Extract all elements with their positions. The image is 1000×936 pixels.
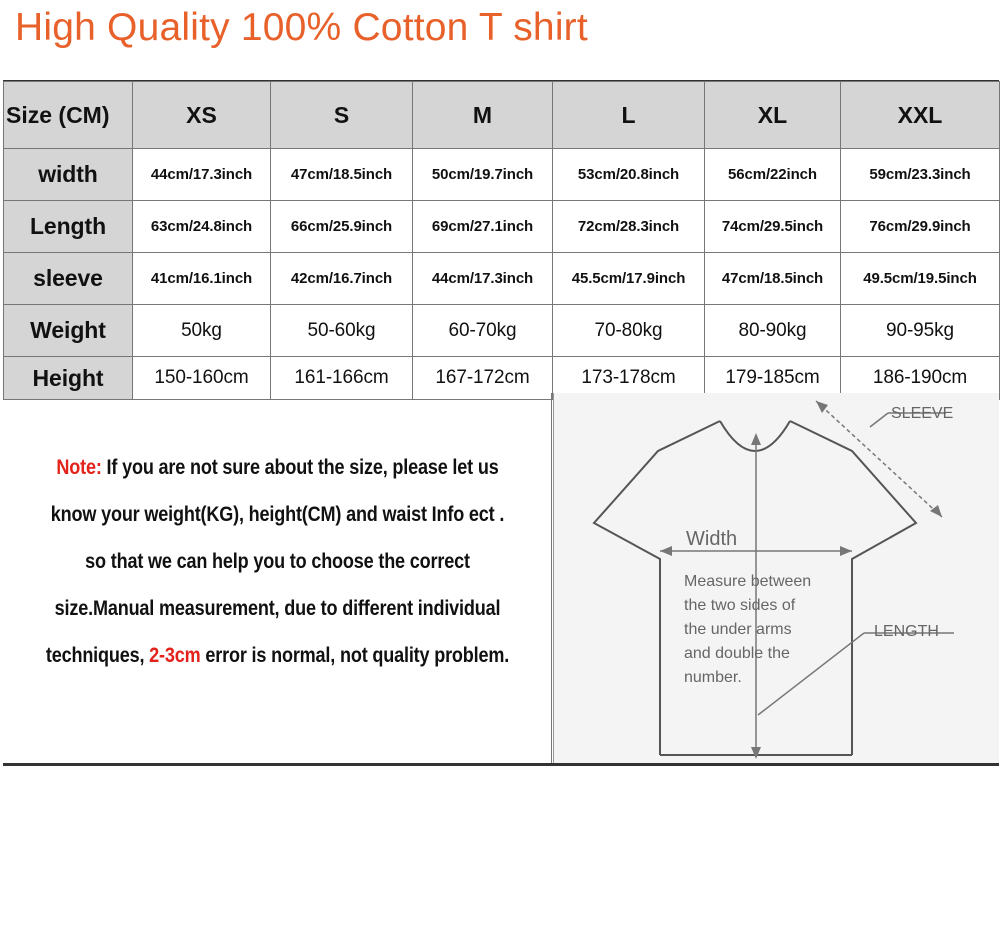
length-xxl: 76cm/29.9inch [841, 201, 1000, 253]
length-xs: 63cm/24.8inch [133, 201, 271, 253]
measure-text-1: Measure between [684, 573, 812, 590]
weight-row [4, 305, 1000, 357]
sleeve-xs: 41cm/16.1inch [133, 253, 271, 305]
length-row [4, 201, 1000, 253]
length-m: 69cm/27.1inch [413, 201, 553, 253]
note-label: Note: [56, 456, 102, 479]
sleeve-xl: 47cm/18.5inch [705, 253, 841, 305]
length-s: 66cm/25.9inch [271, 201, 413, 253]
row-label-width: width [4, 149, 133, 201]
sleeve-row [4, 253, 1000, 305]
measure-text-4: and double the [684, 645, 790, 662]
height-s: 161-166cm [271, 357, 413, 400]
height-m: 167-172cm [413, 357, 553, 400]
row-label-length: Length [4, 201, 133, 253]
size-note [41, 444, 513, 679]
height-xl: 179-185cm [705, 357, 841, 400]
note-line-3: so that we can help you to choose the correct [85, 550, 470, 573]
length-xl: 74cm/29.5inch [705, 201, 841, 253]
sleeve-l: 45.5cm/17.9inch [553, 253, 705, 305]
width-xl: 56cm/22inch [705, 149, 841, 201]
size-header-s: S [271, 82, 413, 149]
weight-s: 50-60kg [271, 305, 413, 357]
row-label-weight: Weight [4, 305, 133, 357]
width-row [4, 149, 1000, 201]
size-header-xxl: XXL [841, 82, 1000, 149]
sleeve-m: 44cm/17.3inch [413, 253, 553, 305]
height-xxl: 186-190cm [841, 357, 1000, 400]
weight-xl: 80-90kg [705, 305, 841, 357]
width-m: 50cm/19.7inch [413, 149, 553, 201]
measure-text-3: the under arms [684, 621, 792, 638]
width-l: 53cm/20.8inch [553, 149, 705, 201]
size-header-xl: XL [705, 82, 841, 149]
measure-text-5: number. [684, 669, 742, 686]
width-s: 47cm/18.5inch [271, 149, 413, 201]
page-title: High Quality 100% Cotton T shirt [15, 6, 588, 49]
tshirt-diagram [553, 393, 999, 763]
sleeve-pointer [870, 413, 888, 427]
width-xs: 44cm/17.3inch [133, 149, 271, 201]
length-l: 72cm/28.3inch [553, 201, 705, 253]
note-line-2: know your weight(KG), height(CM) and waist Info ect . [50, 503, 505, 526]
size-header-label: Size (CM) [4, 82, 133, 149]
size-header-m: M [413, 82, 553, 149]
weight-l: 70-80kg [553, 305, 705, 357]
measure-text-2: the two sides of [684, 597, 796, 614]
size-header-l: L [553, 82, 705, 149]
size-header-xs: XS [133, 82, 271, 149]
size-header-row [4, 82, 1000, 149]
error-range: 2-3cm [149, 644, 201, 667]
sleeve-s: 42cm/16.7inch [271, 253, 413, 305]
size-table [3, 81, 1000, 400]
note-line-4: size.Manual measurement, due to different individual [54, 597, 501, 620]
note-line-1: Note: If you are not sure about the size, please let us [56, 456, 499, 479]
sleeve-label: SLEEVE [891, 405, 954, 422]
row-label-height: Height [4, 357, 133, 400]
sleeve-xxl: 49.5cm/19.5inch [841, 253, 1000, 305]
width-label: Width [686, 528, 738, 550]
weight-xs: 50kg [133, 305, 271, 357]
length-label: LENGTH [874, 623, 939, 640]
note-line-5: techniques, 2-3cm error is normal, not quality problem. [45, 644, 510, 667]
weight-m: 60-70kg [413, 305, 553, 357]
width-xxl: 59cm/23.3inch [841, 149, 1000, 201]
height-xs: 150-160cm [133, 357, 271, 400]
tshirt-diagram-svg [554, 393, 1000, 763]
height-l: 173-178cm [553, 357, 705, 400]
row-label-sleeve: sleeve [4, 253, 133, 305]
weight-xxl: 90-95kg [841, 305, 1000, 357]
